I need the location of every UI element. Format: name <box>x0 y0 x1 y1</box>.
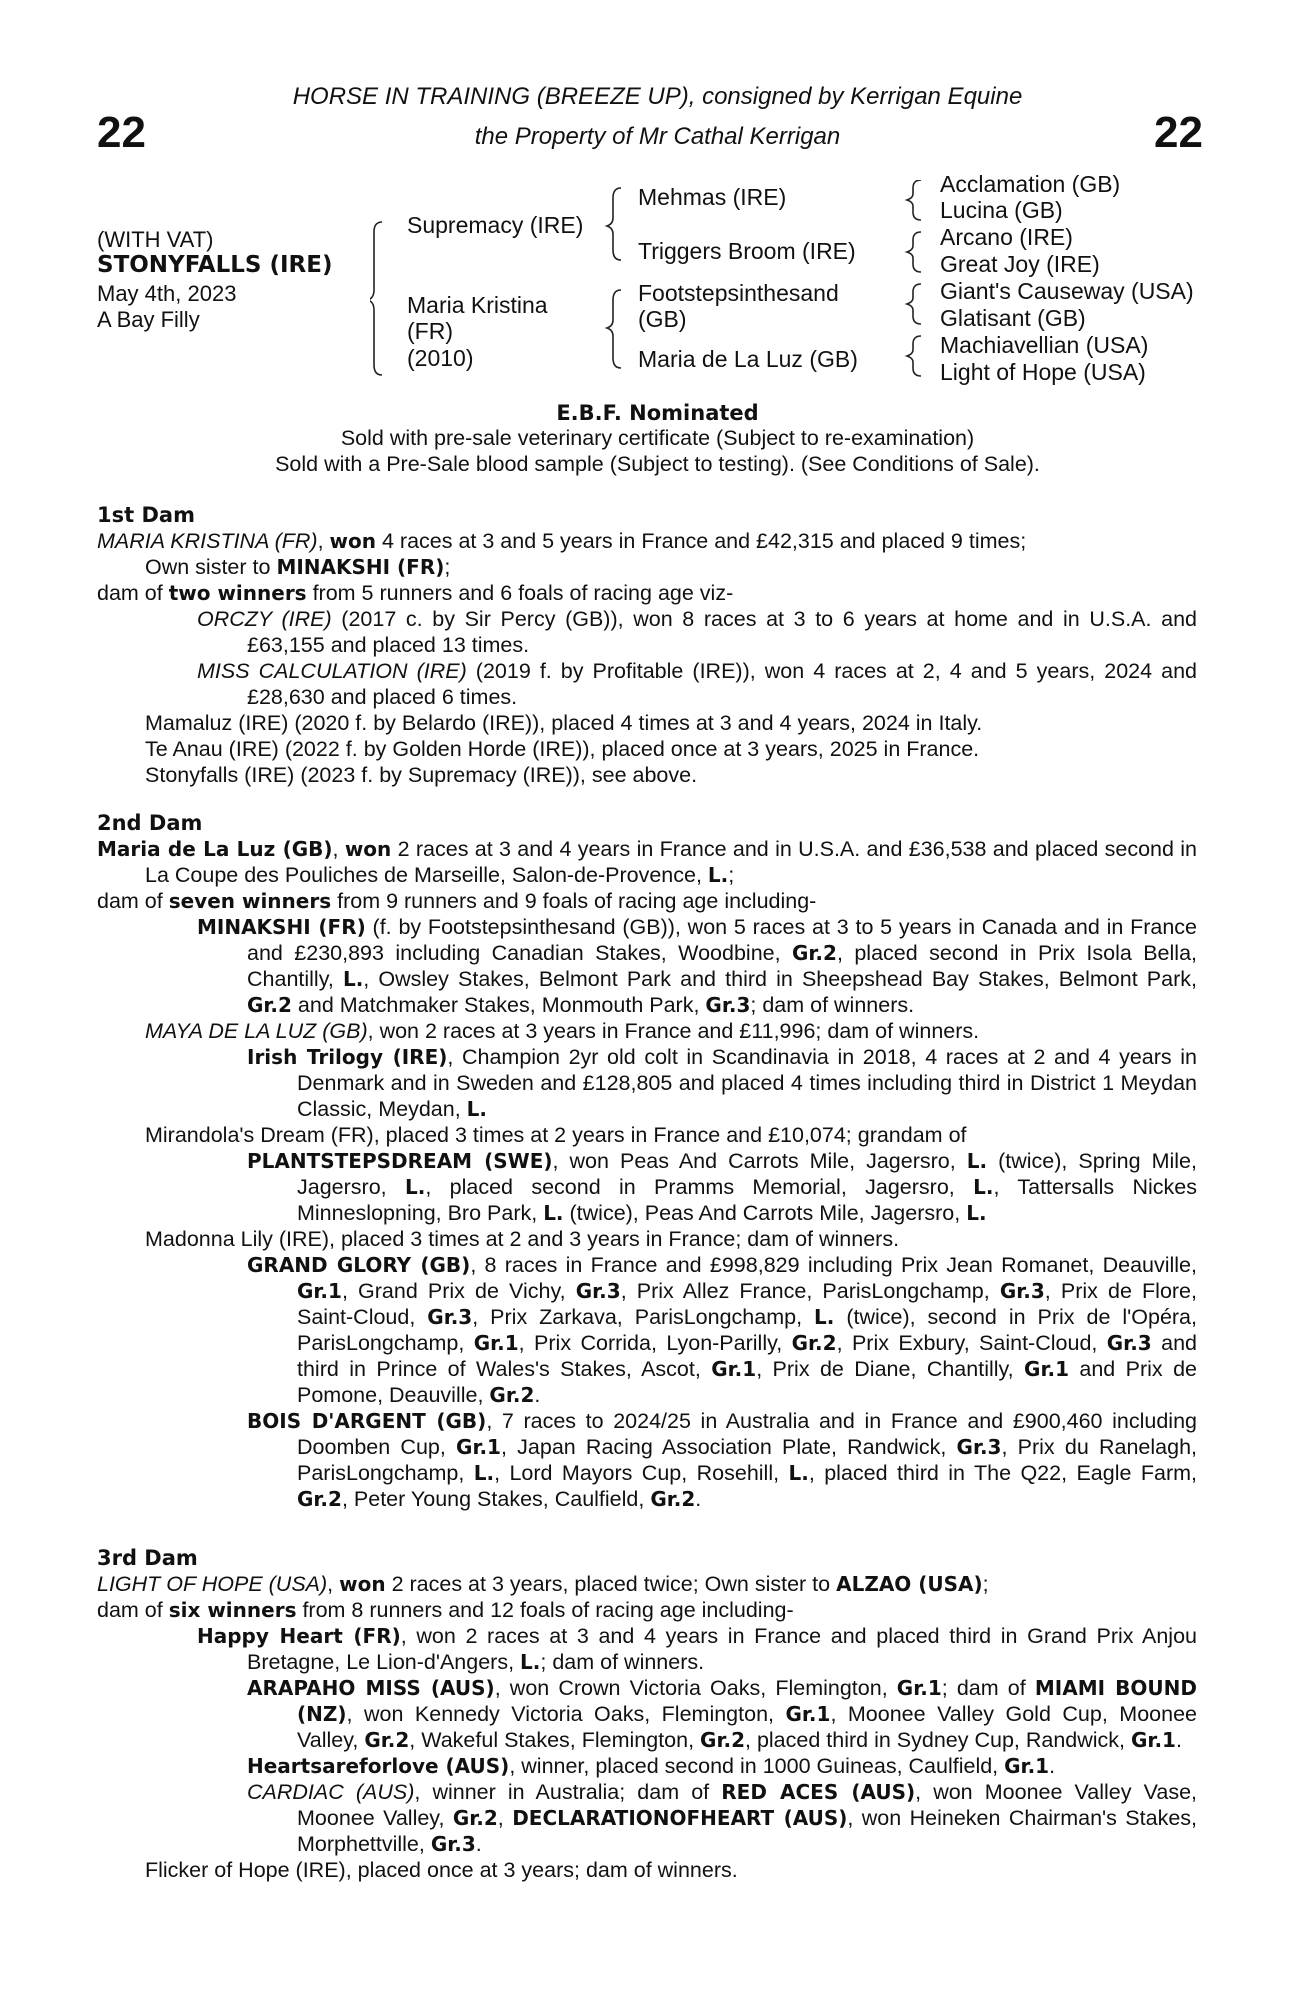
winners-count: two winners <box>168 581 307 605</box>
header-owner: the Property of Mr Cathal Kerrigan <box>474 123 841 150</box>
produce-arapaho-miss: ARAPAHO MISS (AUS), won Crown Victoria Oaks, Flemington, Gr.1; dam of MIAMI BOUND (NZ), won Kennedy Victoria Oaks, Flemington, Gr.1, Moonee Valley Gold Cup, Moonee Valley, Gr.2, Wakeful Stakes, Flemington, Gr.2, placed third in Sydney Cup, Randwick, Gr.1. <box>247 1676 1197 1752</box>
first-dam-section <box>97 528 1197 788</box>
produce-plantstepsdream: PLANTSTEPSDREAM (SWE), won Peas And Carrots Mile, Jagersro, L. (twice), Spring Mile, Jagersro, L., placed second in Pramms Memorial, Jagersro, L., Tattersalls Nickes Minneslopning, Bro Park, L. (twice), Peas And Carrots Mile, Jagersro, L. <box>247 1149 1197 1225</box>
produce-mamaluz: Mamaluz (IRE) (2020 f. by Belardo (IRE)), placed 4 times at 3 and 4 years, 2024 in Italy. <box>145 711 983 735</box>
produce-irish-trilogy: Irish Trilogy (IRE), Champion 2yr old colt in Scandinavia in 2018, 4 races at 2 and 4 years in Denmark and in Sweden and £128,805 and placed 4 times including third in District 1 Meydan Classic, Meydan, L. <box>247 1045 1197 1121</box>
produce-te-anau: Te Anau (IRE) (2022 f. by Golden Horde (IRE)), placed once at 3 years, 2025 in France. <box>145 737 980 761</box>
pedigree-dam-sire-line2: (GB) <box>638 306 687 332</box>
pedigree-dam-sire-line1: Footstepsinthesand <box>638 280 839 306</box>
vet-certificate-note: Sold with pre-sale veterinary certificate (Subject to re-examination) <box>340 426 975 450</box>
bracket-dd <box>907 336 921 376</box>
third-dam-produce-intro: dam of six winners from 8 runners and 12 foals of racing age including- <box>97 1598 794 1622</box>
pedigree-sire-sire: Mehmas (IRE) <box>638 184 787 210</box>
bracket-ss <box>907 180 921 220</box>
lot-number-left: 22 <box>97 108 146 157</box>
pedigree-dam-name: Maria Kristina <box>407 292 548 318</box>
produce-heartsareforlove: Heartsareforlove (AUS), winner, placed second in 1000 Guineas, Caulfield, Gr.1. <box>247 1754 1056 1778</box>
bracket-dam <box>607 290 621 368</box>
ebf-nominated: E.B.F. Nominated <box>556 401 759 425</box>
pedigree-sdd: Great Joy (IRE) <box>940 251 1100 277</box>
pedigree-sire: Supremacy (IRE) <box>407 212 584 238</box>
produce-madonna-lily: Madonna Lily (IRE), placed 3 times at 2 and 3 years in France; dam of winners. <box>145 1227 900 1251</box>
bracket-sd <box>907 232 921 272</box>
produce-happy-heart: Happy Heart (FR), won 2 races at 3 and 4 years in France and placed third in Grand Prix Anjou Bretagne, Le Lion-d'Angers, L.; dam of winners. <box>197 1624 1197 1674</box>
produce-mirandolas-dream: Mirandola's Dream (FR), placed 3 times at 2 years in France and £10,074; grandam of <box>145 1123 967 1147</box>
first-dam-produce-intro: dam of two winners from 5 runners and 6 foals of racing age viz- <box>97 581 734 605</box>
second-dam-summary: Maria de La Luz (GB), won 2 races at 3 and 4 years in France and in U.S.A. and £36,538 and placed second in La Coupe des Pouliches de Marseille, Salon-de-Provence, L.; <box>97 837 1198 887</box>
horse-description: A Bay Filly <box>97 307 200 332</box>
pedigree-dss: Giant's Causeway (USA) <box>940 278 1194 304</box>
pedigree-dam-origin: (FR) <box>407 318 453 344</box>
produce-orczy: ORCZY (IRE) (2017 c. by Sir Percy (GB)), won 8 races at 3 to 6 years at home and in U.S.A. and £63,155 and placed 13 times. <box>197 607 1197 657</box>
first-dam-heading: 1st Dam <box>97 503 195 527</box>
pedigree-dds: Machiavellian (USA) <box>940 332 1149 358</box>
second-dam-heading: 2nd Dam <box>97 811 203 835</box>
produce-stonyfalls: Stonyfalls (IRE) (2023 f. by Supremacy (IRE)), see above. <box>145 763 698 787</box>
sister-name: MINAKSHI (FR) <box>276 555 445 579</box>
produce-flicker-of-hope: Flicker of Hope (IRE), placed once at 3 years; dam of winners. <box>145 1858 738 1882</box>
pedigree-ddd: Light of Hope (USA) <box>940 359 1146 385</box>
first-dam-summary: MARIA KRISTINA (FR), won 4 races at 3 and 5 years in France and £42,315 and placed 9 times; <box>97 529 1027 553</box>
first-dam-sister: Own sister to MINAKSHI (FR); <box>145 555 451 579</box>
third-dam-heading: 3rd Dam <box>97 1546 198 1570</box>
produce-bois-dargent: BOIS D'ARGENT (GB), 7 races to 2024/25 in Australia and in France and £900,460 including Doomben Cup, Gr.1, Japan Racing Association Plate, Randwick, Gr.3, Prix du Ranelagh, ParisLongchamp, L., Lord Mayors Cup, Rosehill, L., placed third in The Q22, Eagle Farm, Gr.2, Peter Young Stakes, Caulfield, Gr.2. <box>247 1409 1197 1511</box>
bracket-horse <box>370 222 382 375</box>
produce-grand-glory: GRAND GLORY (GB), 8 races in France and £998,829 including Prix Jean Romanet, Deauville, Gr.1, Grand Prix de Vichy, Gr.3, Prix Allez France, ParisLongchamp, Gr.3, Prix de Flore, Saint-Cloud, Gr.3, Prix Zarkava, ParisLongchamp, L. (twice), second in Prix de l'Opéra, ParisLongchamp, Gr.1, Prix Corrida, Lyon-Parilly, Gr.2, Prix Exbury, Saint-Cloud, Gr.3 and third in Prince of Wales's Stakes, Ascot, Gr.1, Prix de Diane, Chantilly, Gr.1 and Prix de Pomone, Deauville, Gr.2. <box>247 1253 1197 1407</box>
pedigree-sire-dam: Triggers Broom (IRE) <box>638 238 856 264</box>
horse-dob: May 4th, 2023 <box>97 281 237 306</box>
won-label: won <box>329 529 376 553</box>
third-dam-summary: LIGHT OF HOPE (USA), won 2 races at 3 years, placed twice; Own sister to ALZAO (USA); <box>97 1572 989 1596</box>
header-consignor: HORSE IN TRAINING (BREEZE UP), consigned by Kerrigan Equine <box>292 83 1023 110</box>
second-dam-section <box>97 836 1197 1512</box>
pedigree-dam-year: (2010) <box>407 345 474 371</box>
produce-miss-calculation: MISS CALCULATION (IRE) (2019 f. by Profitable (IRE)), won 4 races at 2, 4 and 5 years, 2024 and £28,630 and placed 6 times. <box>197 659 1197 709</box>
third-dam-section <box>97 1571 1197 1883</box>
produce-maya-de-la-luz: MAYA DE LA LUZ (GB), won 2 races at 3 years in France and £11,996; dam of winners. <box>145 1019 980 1043</box>
bracket-sire <box>607 188 621 260</box>
produce-cardiac: CARDIAC (AUS), winner in Australia; dam of RED ACES (AUS), won Moonee Valley Vase, Moonee Valley, Gr.2, DECLARATIONOFHEART (AUS), won Heineken Chairman's Stakes, Morphettville, Gr.3. <box>247 1780 1197 1856</box>
vat-label: (WITH VAT) <box>97 227 214 252</box>
bracket-ds <box>907 284 921 324</box>
lot-number-right: 22 <box>1154 108 1203 157</box>
pedigree-sss: Acclamation (GB) <box>940 171 1121 197</box>
produce-minakshi: MINAKSHI (FR) (f. by Footstepsinthesand (GB)), won 5 races at 3 to 5 years in Canada and in France and £230,893 including Canadian Stakes, Woodbine, Gr.2, placed second in Prix Isola Bella, Chantilly, L., Owsley Stakes, Belmont Park and third in Sheepshead Bay Stakes, Belmont Park, Gr.2 and Matchmaker Stakes, Monmouth Park, Gr.3; dam of winners. <box>197 915 1197 1017</box>
pedigree-sds: Arcano (IRE) <box>940 224 1073 250</box>
second-dam-produce-intro: dam of seven winners from 9 runners and 9 foals of racing age including- <box>97 889 817 913</box>
dam-name: MARIA KRISTINA (FR) <box>97 529 318 553</box>
horse-name: STONYFALLS (IRE) <box>97 252 333 278</box>
pedigree-dsd: Glatisant (GB) <box>940 305 1086 331</box>
pedigree-ssd: Lucina (GB) <box>940 197 1063 223</box>
blood-sample-note: Sold with a Pre-Sale blood sample (Subject to testing). (See Conditions of Sale). <box>275 452 1040 476</box>
pedigree-dam-dam: Maria de La Luz (GB) <box>638 346 858 372</box>
